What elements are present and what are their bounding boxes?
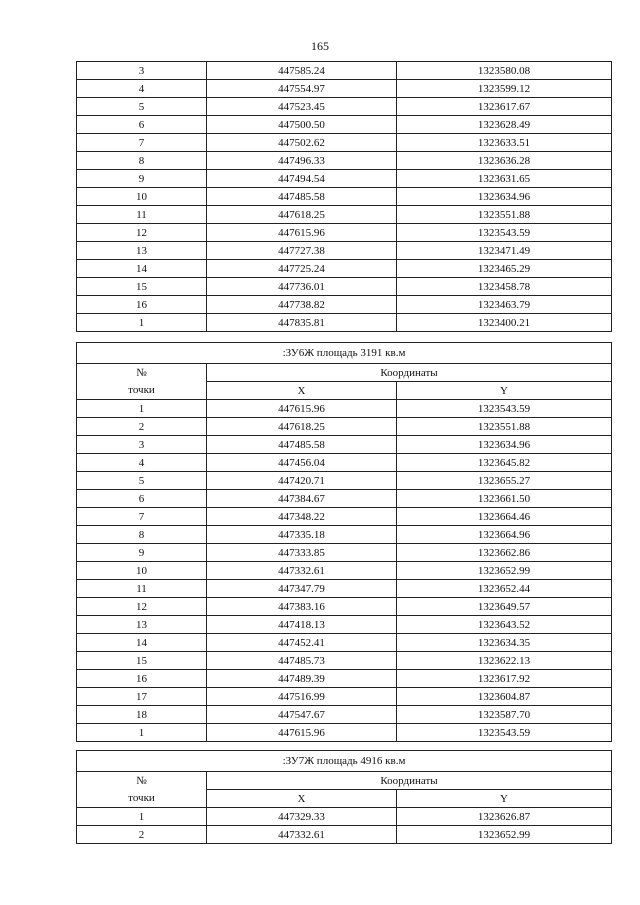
x-coordinate-cell: 447489.39	[207, 670, 397, 688]
table-row	[77, 598, 612, 616]
y-coordinate-cell: 1323471.49	[397, 242, 612, 260]
y-coordinate-cell: 1323604.87	[397, 688, 612, 706]
y-coordinate-cell: 1323617.92	[397, 670, 612, 688]
y-coordinate-cell: 1323458.78	[397, 278, 612, 296]
y-coordinate-cell: 1323636.28	[397, 152, 612, 170]
point-number-cell: 1	[77, 724, 207, 742]
y-coordinate-cell: 1323664.96	[397, 526, 612, 544]
x-coordinate-cell: 447332.61	[207, 562, 397, 580]
table-row	[77, 134, 612, 152]
y-coordinate-cell: 1323551.88	[397, 418, 612, 436]
table-row	[77, 526, 612, 544]
x-coordinate-cell: 447485.58	[207, 436, 397, 454]
point-number-cell: 6	[77, 116, 207, 134]
y-coordinate-cell: 1323655.27	[397, 472, 612, 490]
table-title-row	[77, 343, 612, 364]
point-number-cell: 10	[77, 188, 207, 206]
y-coordinate-cell: 1323599.12	[397, 80, 612, 98]
y-coordinate-cell: 1323543.59	[397, 400, 612, 418]
coordinates-table-body	[77, 751, 612, 844]
table-row	[77, 278, 612, 296]
y-coordinate-cell: 1323617.67	[397, 98, 612, 116]
y-coordinate-cell: 1323543.59	[397, 224, 612, 242]
y-coordinate-cell: 1323626.87	[397, 808, 612, 826]
y-coordinate-cell: 1323661.50	[397, 490, 612, 508]
table-row	[77, 62, 612, 80]
point-number-cell: 7	[77, 508, 207, 526]
y-coordinate-cell: 1323463.79	[397, 296, 612, 314]
coordinates-table-body	[77, 62, 612, 332]
y-coordinate-cell: 1323587.70	[397, 706, 612, 724]
point-number-cell: 8	[77, 526, 207, 544]
y-coordinate-cell: 1323645.82	[397, 454, 612, 472]
header-number: №	[77, 364, 207, 382]
table-row	[77, 188, 612, 206]
table-title-row	[77, 751, 612, 772]
point-number-cell: 17	[77, 688, 207, 706]
header-point: точки	[77, 382, 207, 400]
y-coordinate-cell: 1323652.99	[397, 562, 612, 580]
x-coordinate-cell: 447585.24	[207, 62, 397, 80]
x-coordinate-cell: 447456.04	[207, 454, 397, 472]
x-coordinate-cell: 447736.01	[207, 278, 397, 296]
y-coordinate-cell: 1323400.21	[397, 314, 612, 332]
x-coordinate-cell: 447485.73	[207, 652, 397, 670]
x-coordinate-cell: 447835.81	[207, 314, 397, 332]
x-coordinate-cell: 447496.33	[207, 152, 397, 170]
x-coordinate-cell: 447615.96	[207, 224, 397, 242]
point-number-cell: 6	[77, 490, 207, 508]
table-row	[77, 688, 612, 706]
table-row	[77, 242, 612, 260]
point-number-cell: 14	[77, 260, 207, 278]
x-coordinate-cell: 447516.99	[207, 688, 397, 706]
x-coordinate-cell: 447618.25	[207, 206, 397, 224]
table-row	[77, 490, 612, 508]
header-coordinates: Координаты	[207, 364, 612, 382]
y-coordinate-cell: 1323634.96	[397, 436, 612, 454]
y-coordinate-cell: 1323652.44	[397, 580, 612, 598]
point-number-cell: 14	[77, 634, 207, 652]
table-header-row	[77, 772, 612, 790]
table-row	[77, 580, 612, 598]
table-row	[77, 296, 612, 314]
y-coordinate-cell: 1323643.52	[397, 616, 612, 634]
header-y: Y	[397, 790, 612, 808]
table-row	[77, 652, 612, 670]
table-row	[77, 706, 612, 724]
x-coordinate-cell: 447727.38	[207, 242, 397, 260]
x-coordinate-cell: 447615.96	[207, 724, 397, 742]
table-row	[77, 544, 612, 562]
x-coordinate-cell: 447384.67	[207, 490, 397, 508]
y-coordinate-cell: 1323634.35	[397, 634, 612, 652]
table-row	[77, 472, 612, 490]
point-number-cell: 1	[77, 314, 207, 332]
point-number-cell: 9	[77, 170, 207, 188]
table-title: :ЗУ7Ж площадь 4916 кв.м	[77, 751, 612, 772]
x-coordinate-cell: 447348.22	[207, 508, 397, 526]
x-coordinate-cell: 447332.61	[207, 826, 397, 844]
x-coordinate-cell: 447500.50	[207, 116, 397, 134]
coordinates-table-zu6zh	[76, 342, 612, 742]
point-number-cell: 16	[77, 296, 207, 314]
y-coordinate-cell: 1323465.29	[397, 260, 612, 278]
point-number-cell: 11	[77, 580, 207, 598]
point-number-cell: 9	[77, 544, 207, 562]
point-number-cell: 3	[77, 62, 207, 80]
header-point: точки	[77, 790, 207, 808]
point-number-cell: 12	[77, 224, 207, 242]
table-row	[77, 400, 612, 418]
x-coordinate-cell: 447618.25	[207, 418, 397, 436]
coordinates-table-zu7zh	[76, 750, 612, 844]
table-row	[77, 170, 612, 188]
table-row	[77, 418, 612, 436]
y-coordinate-cell: 1323551.88	[397, 206, 612, 224]
point-number-cell: 1	[77, 400, 207, 418]
point-number-cell: 2	[77, 826, 207, 844]
point-number-cell: 18	[77, 706, 207, 724]
y-coordinate-cell: 1323622.13	[397, 652, 612, 670]
table-title: :ЗУ6Ж площадь 3191 кв.м	[77, 343, 612, 364]
point-number-cell: 1	[77, 808, 207, 826]
x-coordinate-cell: 447383.16	[207, 598, 397, 616]
table-header-row	[77, 364, 612, 382]
y-coordinate-cell: 1323649.57	[397, 598, 612, 616]
x-coordinate-cell: 447738.82	[207, 296, 397, 314]
table-row	[77, 98, 612, 116]
table-row	[77, 152, 612, 170]
table-row	[77, 436, 612, 454]
header-x: X	[207, 382, 397, 400]
y-coordinate-cell: 1323634.96	[397, 188, 612, 206]
table-row	[77, 454, 612, 472]
y-coordinate-cell: 1323664.46	[397, 508, 612, 526]
table-row	[77, 670, 612, 688]
table-row	[77, 206, 612, 224]
point-number-cell: 4	[77, 80, 207, 98]
table-header-row	[77, 790, 612, 808]
point-number-cell: 5	[77, 98, 207, 116]
table-row	[77, 562, 612, 580]
table-row	[77, 634, 612, 652]
point-number-cell: 15	[77, 278, 207, 296]
point-number-cell: 16	[77, 670, 207, 688]
table-row	[77, 116, 612, 134]
point-number-cell: 11	[77, 206, 207, 224]
point-number-cell: 7	[77, 134, 207, 152]
x-coordinate-cell: 447554.97	[207, 80, 397, 98]
y-coordinate-cell: 1323652.99	[397, 826, 612, 844]
y-coordinate-cell: 1323662.86	[397, 544, 612, 562]
header-coordinates: Координаты	[207, 772, 612, 790]
table-row	[77, 224, 612, 242]
header-y: Y	[397, 382, 612, 400]
x-coordinate-cell: 447547.67	[207, 706, 397, 724]
point-number-cell: 12	[77, 598, 207, 616]
coordinates-table-continued	[76, 61, 612, 332]
x-coordinate-cell: 447347.79	[207, 580, 397, 598]
y-coordinate-cell: 1323633.51	[397, 134, 612, 152]
y-coordinate-cell: 1323543.59	[397, 724, 612, 742]
point-number-cell: 8	[77, 152, 207, 170]
y-coordinate-cell: 1323631.65	[397, 170, 612, 188]
x-coordinate-cell: 447523.45	[207, 98, 397, 116]
table-row	[77, 808, 612, 826]
x-coordinate-cell: 447452.41	[207, 634, 397, 652]
header-number: №	[77, 772, 207, 790]
table-row	[77, 260, 612, 278]
x-coordinate-cell: 447418.13	[207, 616, 397, 634]
point-number-cell: 15	[77, 652, 207, 670]
table-row	[77, 616, 612, 634]
table-row	[77, 508, 612, 526]
x-coordinate-cell: 447335.18	[207, 526, 397, 544]
x-coordinate-cell: 447329.33	[207, 808, 397, 826]
table-row	[77, 724, 612, 742]
x-coordinate-cell: 447420.71	[207, 472, 397, 490]
point-number-cell: 10	[77, 562, 207, 580]
x-coordinate-cell: 447725.24	[207, 260, 397, 278]
table-row	[77, 314, 612, 332]
x-coordinate-cell: 447502.62	[207, 134, 397, 152]
point-number-cell: 13	[77, 616, 207, 634]
point-number-cell: 3	[77, 436, 207, 454]
y-coordinate-cell: 1323628.49	[397, 116, 612, 134]
coordinates-table-body	[77, 343, 612, 742]
table-row	[77, 826, 612, 844]
header-x: X	[207, 790, 397, 808]
page-number: 165	[311, 39, 329, 53]
point-number-cell: 2	[77, 418, 207, 436]
y-coordinate-cell: 1323580.08	[397, 62, 612, 80]
x-coordinate-cell: 447615.96	[207, 400, 397, 418]
x-coordinate-cell: 447485.58	[207, 188, 397, 206]
x-coordinate-cell: 447333.85	[207, 544, 397, 562]
point-number-cell: 4	[77, 454, 207, 472]
table-row	[77, 80, 612, 98]
table-header-row	[77, 382, 612, 400]
point-number-cell: 13	[77, 242, 207, 260]
point-number-cell: 5	[77, 472, 207, 490]
x-coordinate-cell: 447494.54	[207, 170, 397, 188]
